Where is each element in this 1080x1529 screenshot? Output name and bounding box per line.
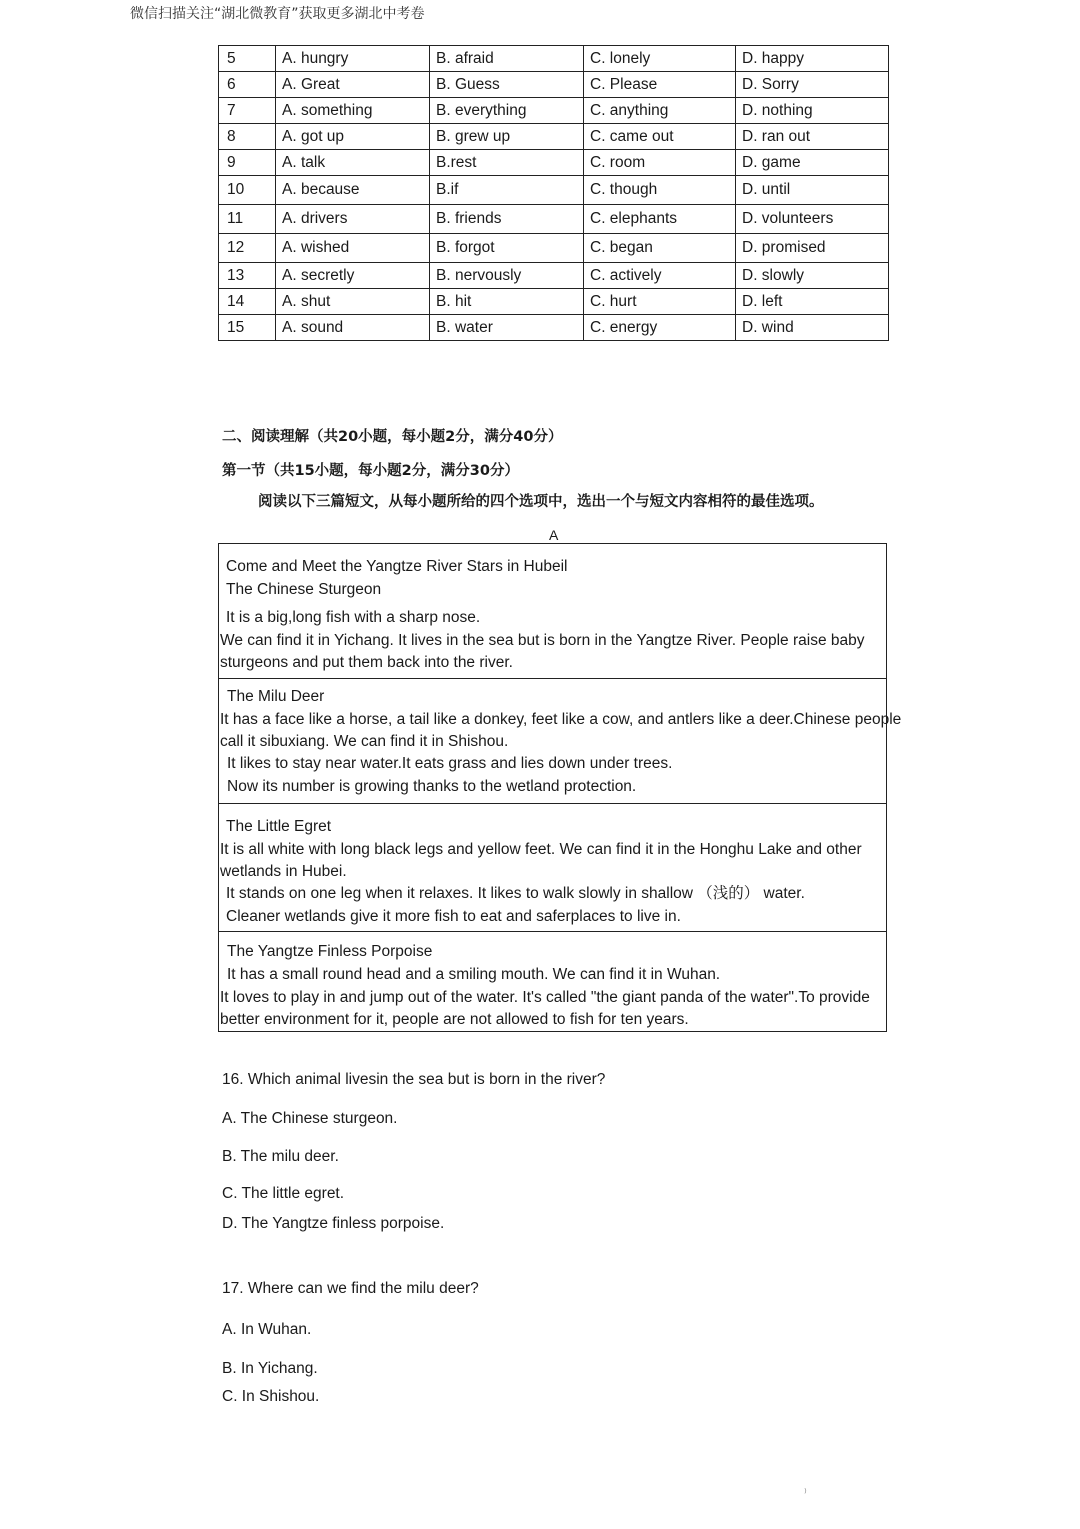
animal-name: The Chinese Sturgeon xyxy=(226,581,382,598)
section-title: 二、阅读理解（共20小题，每小题2分，满分40分） xyxy=(222,429,563,445)
option-c: C. hurt xyxy=(584,289,736,315)
question-16-stem: 16. Which animal livesin the sea but is born in the river? xyxy=(222,1071,606,1088)
question-16-option-a: A. The Chinese sturgeon. xyxy=(222,1110,398,1127)
question-number: 6 xyxy=(219,72,276,98)
passage-line: call it sibuxiang. We can find it in Shishou. xyxy=(220,733,509,750)
passage-line: sturgeons and put them back into the river. xyxy=(220,654,513,671)
option-a: A. something xyxy=(276,98,430,124)
option-c: C. energy xyxy=(584,315,736,341)
cloze-options-table xyxy=(218,45,889,341)
table-row xyxy=(219,263,889,289)
option-c: C. Please xyxy=(584,72,736,98)
option-d: D. volunteers xyxy=(736,205,889,234)
passage-line: It has a small round head and a smiling mouth. We can find it in Wuhan. xyxy=(227,966,721,983)
option-c: C. began xyxy=(584,234,736,263)
table-row xyxy=(219,176,889,205)
passage-line: wetlands in Hubei. xyxy=(220,863,347,880)
option-a: A. hungry xyxy=(276,46,430,72)
question-number: 7 xyxy=(219,98,276,124)
passage-line: It likes to stay near water.It eats grass and lies down under trees. xyxy=(227,755,673,772)
passage-box xyxy=(218,543,902,1032)
table-row xyxy=(219,205,889,234)
question-number: 12 xyxy=(219,234,276,263)
question-number: 13 xyxy=(219,263,276,289)
question-number: 5 xyxy=(219,46,276,72)
option-a: A. talk xyxy=(276,150,430,176)
passage-cell-milu xyxy=(219,679,902,804)
passage-line: It loves to play in and jump out of the water. It's called "the giant panda of the water".To provide xyxy=(220,989,870,1006)
passage-line: We can find it in Yichang. It lives in the sea but is born in the Yangtze River. People raise baby xyxy=(220,632,865,649)
question-number: 9 xyxy=(219,150,276,176)
animal-name: The Little Egret xyxy=(226,818,332,835)
option-a: A. got up xyxy=(276,124,430,150)
passage-line: It stands on one leg when it relaxes. It likes to walk slowly in shallow （浅的） water. xyxy=(226,885,805,902)
question-number: 11 xyxy=(219,205,276,234)
passage-heading: Come and Meet the Yangtze River Stars in Hubeil xyxy=(226,558,568,575)
question-number: 10 xyxy=(219,176,276,205)
table-row xyxy=(219,98,889,124)
option-d: D. game xyxy=(736,150,889,176)
question-16-option-d: D. The Yangtze finless porpoise. xyxy=(222,1215,445,1232)
passage-line: It has a face like a horse, a tail like a donkey, feet like a cow, and antlers like a deer.Chinese people xyxy=(220,711,902,728)
header-watermark: 微信扫描关注“湖北微教育”获取更多湖北中考卷 xyxy=(130,6,425,22)
option-a: A. secretly xyxy=(276,263,430,289)
passage-cell-egret xyxy=(219,804,886,932)
passage-line: Cleaner wetlands give it more fish to eat and saferplaces to live in. xyxy=(226,908,681,925)
passage-line: It is all white with long black legs and yellow feet. We can find it in the Honghu Lake and other xyxy=(220,841,862,858)
option-d: D. left xyxy=(736,289,889,315)
question-16-option-b: B. The milu deer. xyxy=(222,1148,339,1165)
table-row xyxy=(219,315,889,341)
option-b: B.rest xyxy=(430,150,584,176)
option-d: D. slowly xyxy=(736,263,889,289)
option-a: A. Great xyxy=(276,72,430,98)
option-c: C. elephants xyxy=(584,205,736,234)
subsection-title: 第一节（共15小题，每小题2分，满分30分） xyxy=(222,463,519,479)
table-row xyxy=(219,124,889,150)
instruction-text: 阅读以下三篇短文，从每小题所给的四个选项中，选出一个与短文内容相符的最佳选项。 xyxy=(258,494,824,510)
question-number: 14 xyxy=(219,289,276,315)
option-c: C. came out xyxy=(584,124,736,150)
option-a: A. wished xyxy=(276,234,430,263)
option-c: C. room xyxy=(584,150,736,176)
question-number: 15 xyxy=(219,315,276,341)
option-c: C. lonely xyxy=(584,46,736,72)
option-b: B.if xyxy=(430,176,584,205)
option-a: A. drivers xyxy=(276,205,430,234)
option-a: A. because xyxy=(276,176,430,205)
question-16-option-c: C. The little egret. xyxy=(222,1185,345,1202)
option-d: D. happy xyxy=(736,46,889,72)
question-number: 8 xyxy=(219,124,276,150)
passage-cell-sturgeon xyxy=(219,544,886,679)
option-b: B. forgot xyxy=(430,234,584,263)
option-d: D. wind xyxy=(736,315,889,341)
animal-name: The Yangtze Finless Porpoise xyxy=(227,943,433,960)
table-row xyxy=(219,234,889,263)
question-17-option-c: C. In Shishou. xyxy=(222,1388,320,1405)
passage-line: Now its number is growing thanks to the wetland protection. xyxy=(227,778,637,795)
option-b: B. hit xyxy=(430,289,584,315)
option-b: B. afraid xyxy=(430,46,584,72)
option-c: C. though xyxy=(584,176,736,205)
option-a: A. shut xyxy=(276,289,430,315)
option-b: B. nervously xyxy=(430,263,584,289)
stray-mark: ⁾ xyxy=(804,1487,807,1499)
option-d: D. until xyxy=(736,176,889,205)
option-b: B. friends xyxy=(430,205,584,234)
option-d: D. Sorry xyxy=(736,72,889,98)
question-17-stem: 17. Where can we find the milu deer? xyxy=(222,1280,479,1297)
table-row xyxy=(219,46,889,72)
table-row xyxy=(219,72,889,98)
question-17-option-a: A. In Wuhan. xyxy=(222,1321,312,1338)
passage-label: A xyxy=(549,527,559,543)
option-d: D. ran out xyxy=(736,124,889,150)
passage-cell-porpoise xyxy=(219,932,886,1033)
option-a: A. sound xyxy=(276,315,430,341)
passage-line: better environment for it, people are not allowed to fish for ten years. xyxy=(220,1011,689,1028)
option-c: C. actively xyxy=(584,263,736,289)
question-17-option-b: B. In Yichang. xyxy=(222,1360,318,1377)
option-b: B. grew up xyxy=(430,124,584,150)
option-d: D. nothing xyxy=(736,98,889,124)
option-b: B. water xyxy=(430,315,584,341)
option-b: B. Guess xyxy=(430,72,584,98)
option-c: C. anything xyxy=(584,98,736,124)
animal-name: The Milu Deer xyxy=(227,688,325,705)
option-d: D. promised xyxy=(736,234,889,263)
table-row xyxy=(219,289,889,315)
table-row xyxy=(219,150,889,176)
option-b: B. everything xyxy=(430,98,584,124)
passage-line: It is a big,long fish with a sharp nose. xyxy=(226,609,481,626)
